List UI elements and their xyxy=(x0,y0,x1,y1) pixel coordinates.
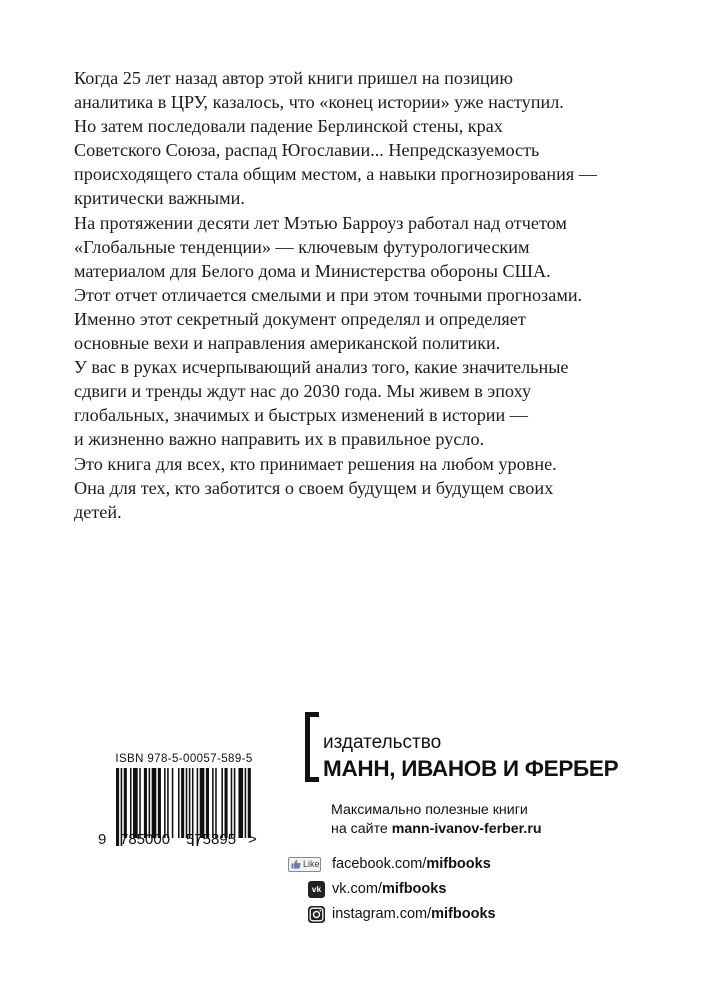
barcode-bar xyxy=(130,768,132,838)
annotation-line: Когда 25 лет назад автор этой книги пришел на позицию xyxy=(74,68,513,88)
barcode-bar xyxy=(149,768,151,838)
barcode-bar xyxy=(139,768,141,838)
barcode-bar xyxy=(144,768,147,838)
barcode-bar xyxy=(215,768,217,838)
annotation-line: «Глобальные тенденции» — ключевым футурологическим xyxy=(74,236,530,257)
barcode-bar xyxy=(186,768,188,838)
barcode-bar xyxy=(212,768,214,838)
barcode-bar xyxy=(200,768,205,838)
annotation-line: основные вехи и направления американской политики. xyxy=(74,333,501,354)
facebook-handle: mifbooks xyxy=(426,856,491,872)
annotation-line: детей. xyxy=(74,501,122,522)
annotation-line: Этот отчет отличается смелыми и при этом точными прогнозами. xyxy=(74,284,583,305)
barcode-bar xyxy=(133,768,138,838)
vk-link[interactable] xyxy=(332,881,446,897)
annotation-line: материалом для Белого дома и Министерства обороны США. xyxy=(74,260,551,281)
instagram-link[interactable] xyxy=(332,906,496,922)
annotation-line: сдвиги и тренды ждут нас до 2030 года. Мы живем в эпоху xyxy=(74,381,532,402)
vk-handle: mifbooks xyxy=(381,881,447,897)
facebook-like-icon xyxy=(288,857,321,872)
barcode-bar xyxy=(178,768,180,838)
barcode-bar xyxy=(248,768,251,838)
ean-digits xyxy=(98,831,268,851)
annotation-line: происходящего стала общим местом, а навыки прогнозирования — xyxy=(74,164,597,185)
annotation-line: глобальных, значимых и быстрых изменений в истории — xyxy=(74,405,528,426)
isbn-label: ISBN 978-5-00057-589-5 xyxy=(115,753,253,765)
barcode-bar xyxy=(164,768,166,838)
ean-digits-left: 785000 xyxy=(120,831,171,848)
annotation-line: критически важными. xyxy=(74,188,245,209)
barcode-bar xyxy=(172,768,174,838)
bracket-mark xyxy=(305,712,319,782)
annotation-line: Она для тех, кто заботится о своем будущем и будущем своих xyxy=(74,477,554,498)
barcode-bar xyxy=(234,768,236,838)
barcode-bar xyxy=(124,768,127,838)
instagram-icon xyxy=(308,906,325,923)
barcode-bar xyxy=(152,768,157,838)
vk-icon: vk xyxy=(308,881,325,898)
vk-domain: vk.com/ xyxy=(332,881,382,897)
book-annotation xyxy=(74,66,634,524)
publisher-promo xyxy=(331,801,542,839)
promo-prefix: на сайте xyxy=(331,821,392,837)
facebook-link[interactable] xyxy=(332,856,491,872)
barcode-bar xyxy=(167,768,169,838)
annotation-line: и жизненно важно направить их в правильное русло. xyxy=(74,429,485,450)
barcode-bar xyxy=(238,768,243,838)
barcode-bar xyxy=(231,768,233,838)
barcode-bar xyxy=(181,768,184,838)
facebook-domain: facebook.com/ xyxy=(332,856,427,872)
ean-digit-lead: 9 xyxy=(98,831,107,848)
barcode-bar xyxy=(189,768,191,838)
instagram-domain: instagram.com/ xyxy=(332,906,432,922)
promo-line: Максимально полезные книги xyxy=(331,802,528,818)
annotation-line: На протяжении десяти лет Мэтью Барроуз работал над отчетом xyxy=(74,212,567,233)
annotation-line: Именно этот секретный документ определял и определяет xyxy=(74,308,526,329)
barcode-bar xyxy=(158,768,161,838)
annotation-line: Это книга для всех, кто принимает решения на любом уровне. xyxy=(74,453,557,474)
annotation-line: Советского Союза, распад Югославии... Непредсказуемость xyxy=(74,140,540,161)
ean-digits-right: 575895 xyxy=(186,831,237,848)
instagram-handle: mifbooks xyxy=(431,906,496,922)
annotation-line: аналитика в ЦРУ, казалось, что «конец истории» уже наступил. xyxy=(74,92,564,113)
publisher-site-link[interactable]: mann-ivanov-ferber.ru xyxy=(391,821,542,837)
barcode-bar xyxy=(245,768,247,838)
publisher-name: МАНН, ИВАНОВ И ФЕРБЕР xyxy=(323,756,619,781)
like-label: Like xyxy=(303,859,320,869)
isbn-barcode xyxy=(98,753,262,848)
annotation-line: У вас в руках исчерпывающий анализ того, какие значительные xyxy=(74,357,569,378)
annotation-line: Но затем последовали падение Берлинской стены, крах xyxy=(74,116,503,137)
ean-quiet-zone-mark: > xyxy=(248,831,257,848)
promo-line-site xyxy=(331,820,542,839)
publisher-label: издательство xyxy=(323,732,442,753)
barcode-bar xyxy=(221,768,223,838)
barcode-bar xyxy=(206,768,209,838)
barcode-bar xyxy=(225,768,228,838)
thumbs-up-icon xyxy=(291,859,301,869)
